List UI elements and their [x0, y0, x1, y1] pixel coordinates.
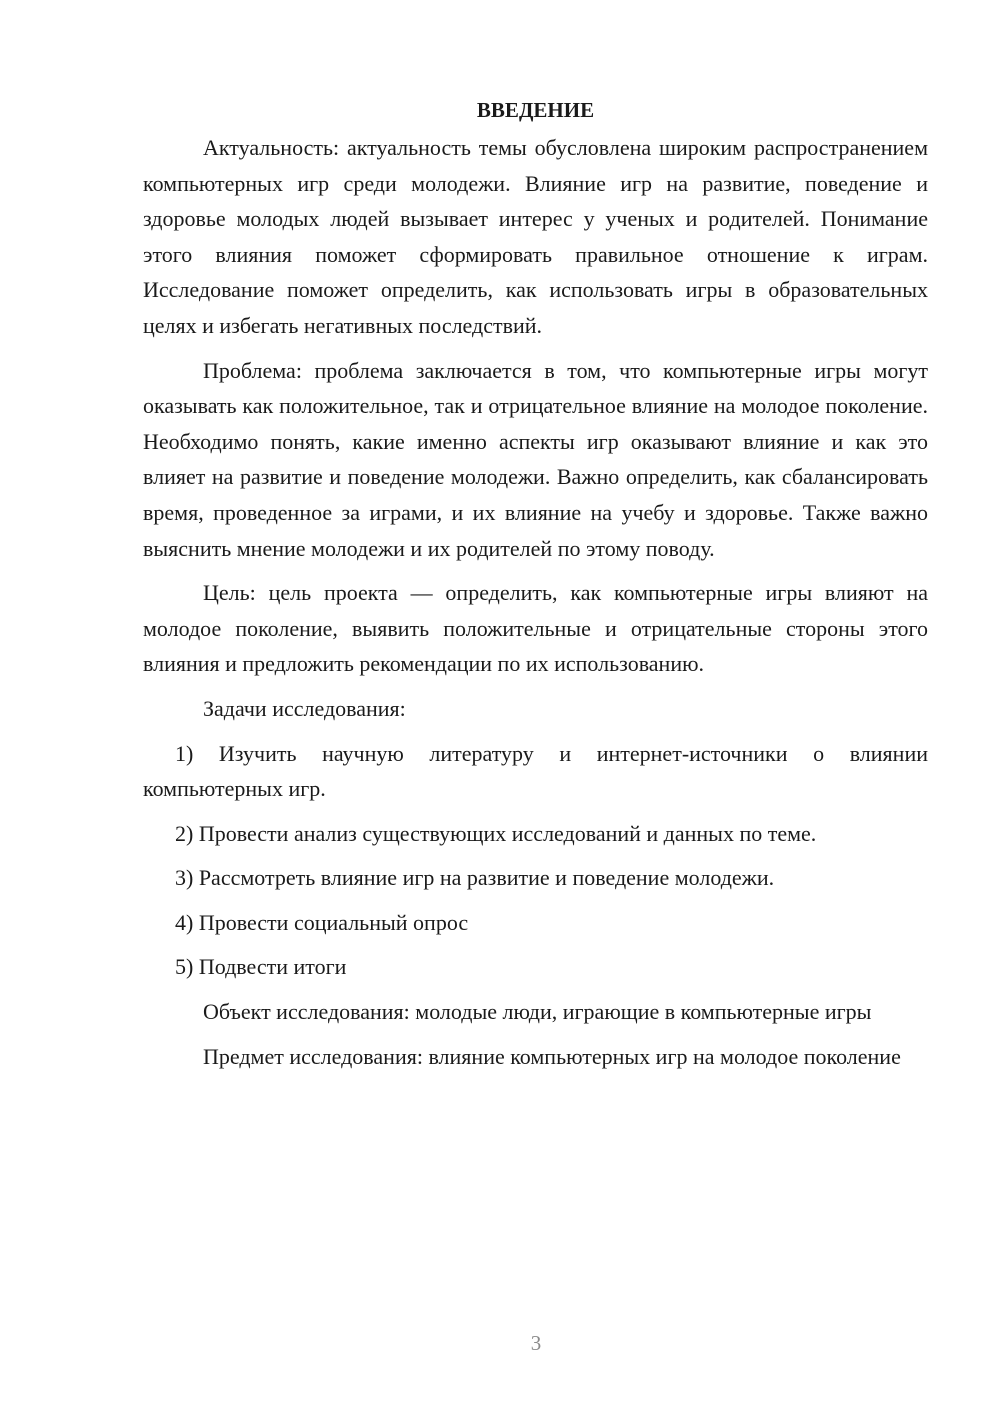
- object-paragraph: Объект исследования: молодые люди, играющие в компьютерные игры: [203, 999, 872, 1025]
- section-heading: ВВЕДЕНИЕ: [476, 98, 595, 122]
- task-item-4: 4) Провести социальный опрос: [175, 909, 469, 935]
- relevance-paragraph: Актуальность: актуальность темы обусловлена широким распространением компьютерных игр среди молодежи. Влияние игр на развитие, поведение и здоровье молодых людей вызывает интерес у ученых и родителей. Понимание этого влияния поможет сформировать правильное отношение к играм. Исследование поможет определить, как использовать игры в образовательных целях и избегать негативных последствий.: [143, 135, 928, 338]
- task-item-5: 5) Подвести итоги: [175, 954, 347, 980]
- subject-paragraph: Предмет исследования: влияние компьютерных игр на молодое поколение: [203, 1043, 901, 1069]
- page-number: 3: [530, 1331, 542, 1355]
- goal-paragraph: Цель: цель проекта — определить, как компьютерные игры влияют на молодое поколение, выявить положительные и отрицательные стороны этого влияния и предложить рекомендации по их использованию.: [143, 580, 928, 677]
- document-page: [143, 92, 928, 1083]
- task-item-2: 2) Провести анализ существующих исследований и данных по теме.: [175, 820, 817, 846]
- task-item-3: 3) Рассмотреть влияние игр на развитие и поведение молодежи.: [175, 865, 775, 891]
- problem-paragraph: Проблема: проблема заключается в том, что компьютерные игры могут оказывать как положительное, так и отрицательное влияние на молодое поколение. Необходимо понять, какие именно аспекты игр оказывают влияние и как это влияет на развитие и поведение молодежи. Важно определить, как сбалансировать время, проведенное за играми, и их влияние на учебу и здоровье. Также важно выяснить мнение молодежи и их родителей по этому поводу.: [143, 357, 928, 561]
- tasks-title: Задачи исследования:: [203, 695, 406, 721]
- task-item-1: 1) Изучить научную литературу и интернет-источники о влиянии компьютерных игр.: [143, 740, 928, 802]
